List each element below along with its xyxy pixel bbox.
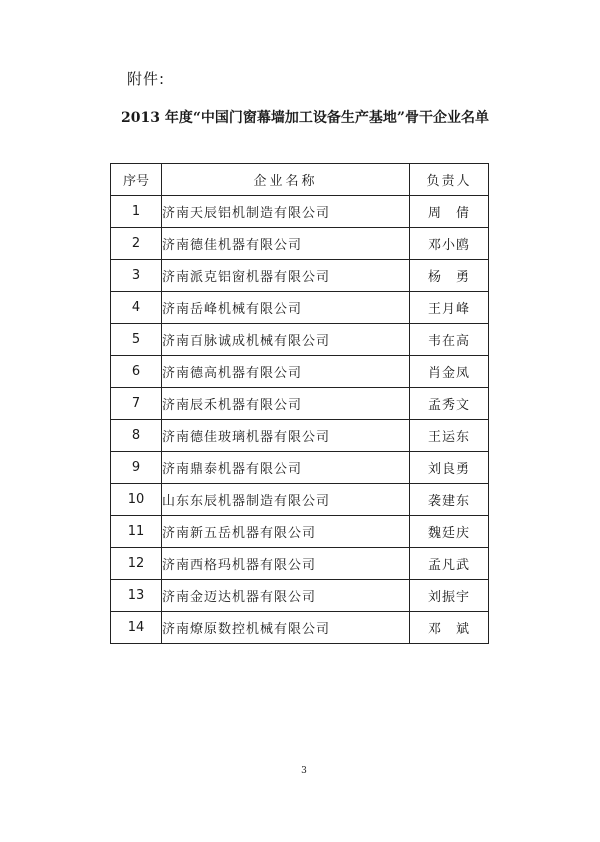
row-person: 魏廷庆 (410, 516, 489, 548)
row-seq: 4 (111, 292, 162, 324)
row-seq: 3 (111, 260, 162, 292)
row-company: 济南辰禾机器有限公司 (162, 388, 410, 420)
row-company: 济南百脉诚成机械有限公司 (162, 324, 410, 356)
table-row (111, 260, 489, 292)
row-person: 王月峰 (410, 292, 489, 324)
table-row (111, 420, 489, 452)
row-company: 济南鼎泰机器有限公司 (162, 452, 410, 484)
table-row (111, 228, 489, 260)
row-seq: 10 (111, 484, 162, 516)
table-row (111, 388, 489, 420)
row-person: 王运东 (410, 420, 489, 452)
table-row (111, 516, 489, 548)
row-person: 肖金凤 (410, 356, 489, 388)
row-person: 刘良勇 (410, 452, 489, 484)
table-row (111, 324, 489, 356)
document-title: 2013 年度“中国门窗幕墙加工设备生产基地”骨干企业名单 (121, 110, 489, 126)
row-seq: 12 (111, 548, 162, 580)
row-company: 济南岳峰机械有限公司 (162, 292, 410, 324)
table-row (111, 196, 489, 228)
attachment-label: 附件: (127, 70, 166, 88)
header-seq: 序号 (111, 164, 162, 196)
row-seq: 5 (111, 324, 162, 356)
row-company: 济南派克铝窗机器有限公司 (162, 260, 410, 292)
row-person: 邓小鸥 (410, 228, 489, 260)
row-person: 杨 勇 (410, 260, 489, 292)
row-person: 孟凡武 (410, 548, 489, 580)
enterprise-table (110, 163, 489, 644)
table-row (111, 452, 489, 484)
row-person: 孟秀文 (410, 388, 489, 420)
row-seq: 1 (111, 196, 162, 228)
row-company: 济南金迈达机器有限公司 (162, 580, 410, 612)
row-seq: 13 (111, 580, 162, 612)
row-seq: 6 (111, 356, 162, 388)
table-row (111, 548, 489, 580)
row-person: 刘振宇 (410, 580, 489, 612)
table-row (111, 580, 489, 612)
row-company: 济南德佳玻璃机器有限公司 (162, 420, 410, 452)
row-person: 邓 斌 (410, 612, 489, 644)
row-company: 济南德佳机器有限公司 (162, 228, 410, 260)
table-row (111, 484, 489, 516)
header-name: 企业名称 (162, 164, 410, 196)
row-person: 周 倩 (410, 196, 489, 228)
page-number: 3 (301, 766, 307, 776)
row-seq: 2 (111, 228, 162, 260)
row-seq: 8 (111, 420, 162, 452)
row-company: 济南新五岳机器有限公司 (162, 516, 410, 548)
table-header-row (111, 164, 489, 196)
header-person: 负责人 (410, 164, 489, 196)
table-row (111, 356, 489, 388)
row-company: 济南德高机器有限公司 (162, 356, 410, 388)
row-person: 袭建东 (410, 484, 489, 516)
row-seq: 14 (111, 612, 162, 644)
row-seq: 11 (111, 516, 162, 548)
row-company: 济南天辰铝机制造有限公司 (162, 196, 410, 228)
row-seq: 9 (111, 452, 162, 484)
table-row (111, 612, 489, 644)
table-row (111, 292, 489, 324)
row-company: 济南西格玛机器有限公司 (162, 548, 410, 580)
row-person: 韦在高 (410, 324, 489, 356)
row-seq: 7 (111, 388, 162, 420)
row-company: 山东东辰机器制造有限公司 (162, 484, 410, 516)
row-company: 济南燎原数控机械有限公司 (162, 612, 410, 644)
